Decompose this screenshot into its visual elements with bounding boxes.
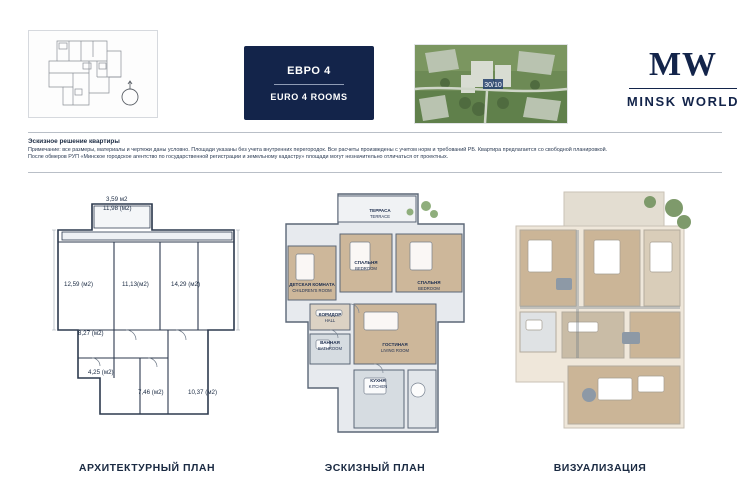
- balcony-area-1: 3,59 м2: [106, 196, 128, 203]
- disclaimer-notes: [28, 138, 728, 162]
- visualization-render: [498, 182, 702, 444]
- room-area-3: 14,29 (м2): [171, 281, 201, 288]
- room-label-bedroom-1: СПАЛЬНЯ BEDROOM: [354, 260, 378, 271]
- badge-title-en: EURO 4 ROOMS: [270, 91, 348, 102]
- apartment-type-badge: [244, 46, 374, 120]
- caption-sketch-plan: ЭСКИЗНЫЙ ПЛАН: [324, 462, 426, 474]
- divider-bottom: [28, 172, 722, 173]
- room-area-7: 10,37 (м2): [188, 389, 218, 396]
- aerial-marker-label: 30/10: [484, 82, 502, 89]
- room-area-6: 7,46 (м2): [138, 389, 164, 396]
- room-area-2: 11,13(м2): [122, 281, 149, 288]
- room-label-terrace: ТЕРРАСА TERRACE: [369, 208, 391, 219]
- badge-divider: [274, 84, 344, 85]
- room-label-bathroom: ВАННАЯ BATHROOM: [318, 340, 342, 351]
- room-area-5: 4,25 (м2): [88, 369, 114, 376]
- notes-line-1: Примечание: все размеры, материалы и чертежи даны условно. Площади указаны без учета внутренних перегородок. Все расчеты произведены с учетом норм и требований РБ. Квартира предлагается со свободной планировкой.: [28, 147, 608, 153]
- caption-visualization: ВИЗУАЛИЗАЦИЯ: [553, 462, 647, 474]
- balcony-area-2: 11,98 (м2): [103, 205, 132, 212]
- caption-architectural-plan: АРХИТЕКТУРНЫЙ ПЛАН: [78, 462, 216, 474]
- notes-title: Эскизное решение квартиры: [28, 138, 120, 145]
- sketch-plan: [278, 182, 472, 444]
- floor-plan-key-thumbnail: [28, 30, 158, 118]
- room-label-bedroom-2: СПАЛЬНЯ BEDROOM: [417, 280, 441, 291]
- room-area-4: 8,27 (м2): [78, 330, 104, 337]
- aerial-view-render: [414, 44, 568, 124]
- room-label-hall: КОРИДОР HALL: [318, 312, 342, 323]
- logo-divider: [629, 88, 737, 89]
- badge-title-ru: ЕВРО 4: [287, 64, 331, 77]
- brand-logo: [616, 46, 750, 126]
- room-label-kitchen: КУХНЯ KITCHEN: [368, 378, 388, 389]
- logo-name: MINSK WORLD: [626, 94, 740, 109]
- logo-monogram: MW: [648, 46, 718, 83]
- architectural-plan: [48, 182, 246, 444]
- room-label-living-room: ГОСТИНАЯ LIVING ROOM: [381, 342, 409, 353]
- header: [28, 22, 740, 122]
- notes-line-2: После обмеров РУП «Минское городское агентство по государственной регистрации и земельному кадастру» площади могут незначительно отличаться от проектных.: [28, 154, 449, 161]
- divider-top: [28, 132, 722, 133]
- room-label-children-room: ДЕТСКАЯ КОМНАТА CHILDREN'S ROOM: [289, 282, 335, 293]
- room-area-1: 12,59 (м2): [64, 281, 94, 288]
